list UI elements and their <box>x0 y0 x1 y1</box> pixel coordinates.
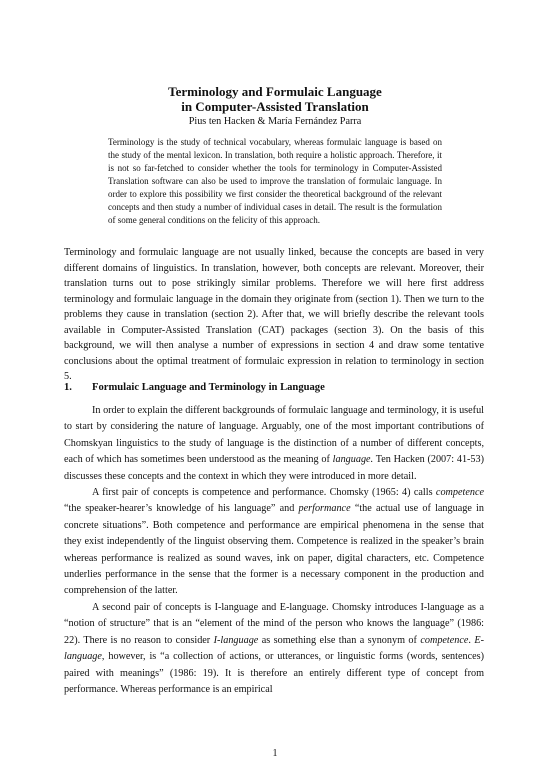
text-run: “the speaker-hearer’s knowledge of his language” and <box>64 503 299 515</box>
body-paragraph-2 <box>64 485 484 600</box>
section-number: 1. <box>64 382 72 393</box>
text-run: Ten Hacken (2007: 41-53) discusses these concepts and the context in which they were introduced in more detail. <box>64 454 485 482</box>
body-paragraph-3 <box>64 600 484 698</box>
text-run: In order to explain the different backgrounds of formulaic language and terminology, it is useful to start by considering the nature of language. Arguably, one of the most important contributions of Chomskyan linguistics to the study of language is the distinction of a number of different concepts, each of which has sometimes been understood as the meaning of <box>64 405 484 466</box>
text-run: A second pair of concepts is I-language and E-language. Chomsky introduces I-language as a “notion of structure” that is an “element of the mind of the person who knows the language” (1986: 22). There is no reason to consider <box>64 601 484 646</box>
italic-term: I-language <box>213 634 259 646</box>
text-run: . <box>468 634 475 646</box>
paper-title-line-2: in Computer-Assisted Translation <box>181 99 369 114</box>
text-run: A first pair of concepts is competence and performance. Chomsky (1965: 4) calls <box>92 487 436 499</box>
body-paragraph-1 <box>64 403 484 485</box>
italic-term: competence <box>435 487 484 499</box>
section-1-heading <box>64 381 484 394</box>
page-number: 1 <box>272 748 278 759</box>
paper-title-line-1: Terminology and Formulaic Language <box>168 84 382 99</box>
italic-term: competence <box>420 634 469 646</box>
italic-term: E-language <box>64 634 485 663</box>
text-run: as something else than a synonym of <box>258 634 421 646</box>
section-1-body <box>64 403 484 698</box>
section-title: Formulaic Language and Terminology in Language <box>92 382 325 393</box>
abstract: Terminology is the study of technical vocabulary, whereas formulaic language is based on the study of the mental lexicon. In translation, both require a holistic approach. Therefore, it is not so far-fetched to consider whether the tools for terminology in Computer-Assisted Translation software can also be used to improve the translation of formulaic language. In order to explore this possibility we first consider the theoretical background of the relevant concepts and then study a number of individual cases in detail. The result is the formulation of some general conditions on the felicity of this approach. <box>108 137 442 225</box>
italic-term: language. <box>332 454 374 466</box>
text-run: , however, is “a collection of actions, or utterances, or linguistic forms (words, sentences) paired with meanings” (1986: 19). It is therefore an entirely different type of concept from performance. Whereas performance is an empirical <box>64 651 484 695</box>
introduction-paragraph: Terminology and formulaic language are not usually linked, because the concepts are based in very different domains of linguistics. In translation, however, both concepts are relevant. Moreover, their translation turns out to pose strikingly similar problems. Therefore we will here first address terminology and formulaic language in the domain they originate from (section 1). Then we turn to the problems they cause in translation (section 2). After that, we will briefly describe the relevant tools available in Computer-Assisted Translation (CAT) packages (section 3). On the basis of this background, we will then analyse a number of expressions in section 4 and draw some tentative conclusions about the optimal treatment of formulaic expression in relation to terminology in section 5. <box>64 247 484 382</box>
text-run: “the actual use of language in concrete situations”. Both competence and performance are empirical phenomena in the sense that they exist independently of the linguist observing them. Competence is realized in the speaker’s brain whereas performance is realized as sound waves, ink on paper, digital characters, etc. Competence underlies performance in the sense that the former is a necessary component in the production and comprehension of the latter. <box>64 503 484 597</box>
italic-term: performance <box>298 503 351 515</box>
paper-authors: Pius ten Hacken & María Fernández Parra <box>188 116 362 127</box>
